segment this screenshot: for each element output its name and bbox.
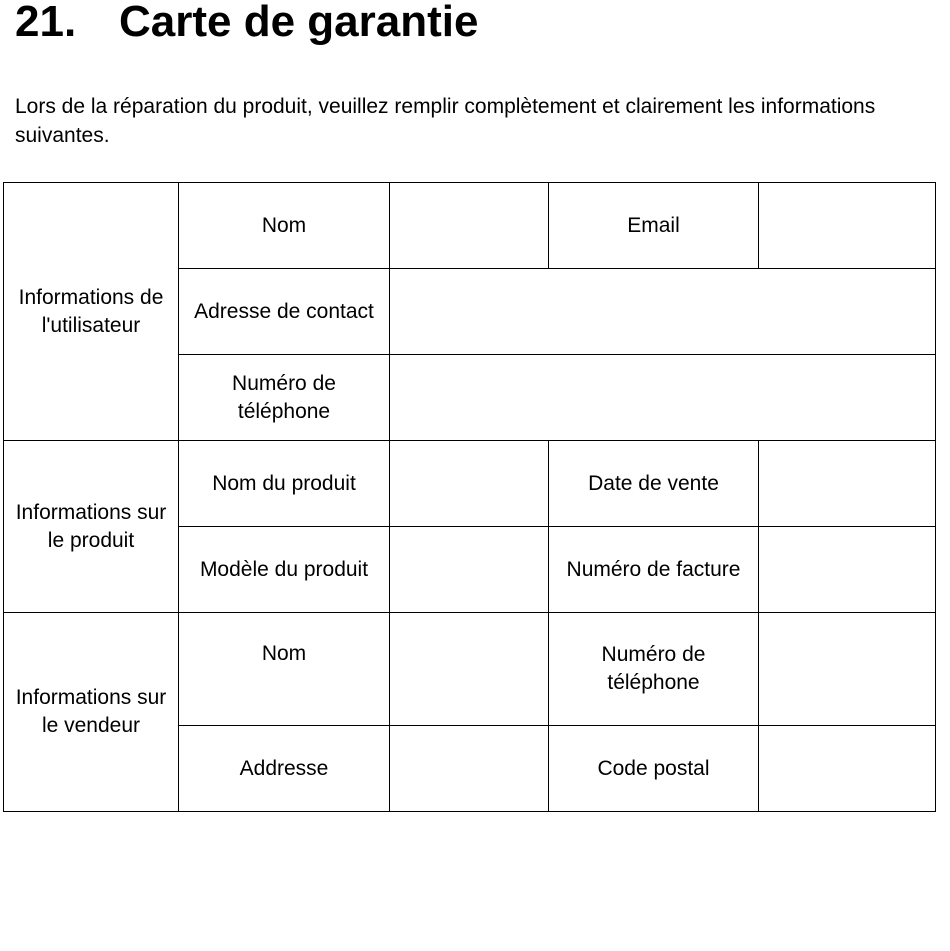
page-title	[15, 0, 478, 44]
vendor-name-field[interactable]	[390, 613, 549, 726]
vendor-postal-code-label: Code postal	[549, 726, 759, 812]
sale-date-field[interactable]	[759, 441, 936, 527]
product-model-label: Modèle du produit	[179, 527, 390, 613]
product-name-label: Nom du produit	[179, 441, 390, 527]
user-name-label: Nom	[179, 183, 390, 269]
user-phone-label: Numéro de téléphone	[179, 355, 390, 441]
user-address-field[interactable]	[390, 269, 936, 355]
invoice-number-field[interactable]	[759, 527, 936, 613]
vendor-info-group-label: Informations sur le vendeur	[4, 613, 179, 812]
table-row	[4, 613, 936, 726]
product-name-field[interactable]	[390, 441, 549, 527]
user-info-group-label: Informations de l'utilisateur	[4, 183, 179, 441]
invoice-number-label: Numéro de facture	[549, 527, 759, 613]
section-title: Carte de garantie	[119, 0, 479, 46]
user-address-label: Adresse de contact	[179, 269, 390, 355]
section-number: 21.	[15, 0, 77, 46]
user-email-field[interactable]	[759, 183, 936, 269]
vendor-phone-field[interactable]	[759, 613, 936, 726]
instructions-text: Lors de la réparation du produit, veuillez remplir complètement et clairement les informations suivantes.	[15, 95, 876, 147]
product-info-group-label: Informations sur le produit	[4, 441, 179, 613]
user-email-label: Email	[549, 183, 759, 269]
product-model-field[interactable]	[390, 527, 549, 613]
vendor-phone-label: Numéro de téléphone	[549, 613, 759, 726]
user-name-field[interactable]	[390, 183, 549, 269]
vendor-address-label: Addresse	[179, 726, 390, 812]
vendor-address-field[interactable]	[390, 726, 549, 812]
table-row	[4, 441, 936, 527]
table-row	[4, 183, 936, 269]
sale-date-label: Date de vente	[549, 441, 759, 527]
vendor-postal-code-field[interactable]	[759, 726, 936, 812]
warranty-card-table	[3, 182, 936, 812]
user-phone-field[interactable]	[390, 355, 936, 441]
vendor-name-label: Nom	[179, 613, 390, 726]
